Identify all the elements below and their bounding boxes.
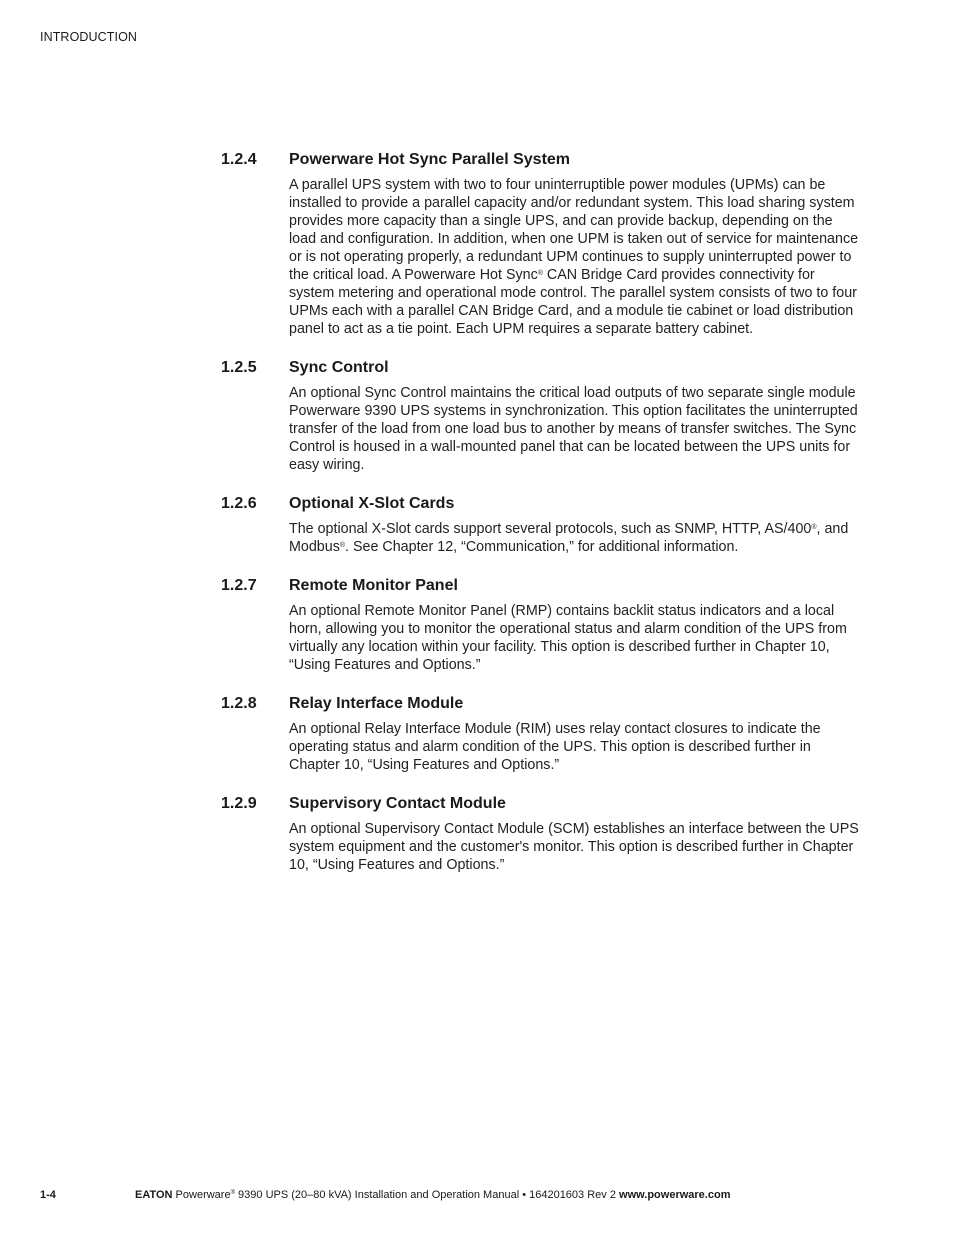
brand-name: EATON: [135, 1189, 173, 1201]
section-body: An optional Supervisory Contact Module (SCM) establishes an interface between the UPS system equipment and the customer's monitor. This option is described further in Chapter 10, “Using Features and Options.”: [289, 821, 859, 873]
registered-mark: ®: [811, 524, 817, 531]
body-text: The optional X-Slot cards support several protocols, such as SNMP, HTTP, AS/400: [289, 521, 812, 537]
section-title: Optional X-Slot Cards: [289, 495, 455, 512]
body-text: A parallel UPS system with two to four uninterruptible power modules (UPMs) can be installed to provide a parallel capacity and/or redundant system. This load sharing system provides more capacity than a single UPS, and can provide backup, depending on the load and configuration. In addition, when one UPM is taken out of service for maintenance or is not operating properly, a redundant UPM continues to supply uninterrupted power to the critical load. A Powerware Hot Sync: [289, 177, 859, 283]
section-title: Powerware Hot Sync Parallel System: [289, 151, 571, 168]
section-body: [289, 176, 859, 338]
body-text: CAN Bridge Card provides connectivity for system metering and operational mode control. The parallel system consists of two to four UPMs each with a parallel CAN Bridge Card, and a module tie cabinet or load distribution panel to act as a tie point. Each UPM requires a separate battery cabinet.: [289, 267, 857, 337]
section-number: 1.2.7: [221, 577, 257, 594]
section-hot-sync-parallel: [221, 150, 861, 338]
running-head: INTRODUCTION: [40, 30, 138, 44]
page-content: [221, 150, 861, 894]
section-heading: [221, 794, 861, 814]
section-heading: [221, 150, 861, 170]
section-body: An optional Relay Interface Module (RIM) uses relay contact closures to indicate the operating status and alarm condition of the UPS. This option is described further in Chapter 10, “Using Features and Options.”: [289, 721, 821, 773]
section-sync-control: [221, 358, 861, 474]
registered-mark: ®: [230, 1190, 235, 1196]
section-title: Remote Monitor Panel: [289, 577, 458, 594]
section-number: 1.2.6: [221, 495, 257, 512]
registered-mark: ®: [339, 542, 346, 549]
manual-title: 9390 UPS (20–80 kVA) Installation and Operation Manual • 164201603 Rev 2: [235, 1189, 620, 1201]
body-text: , and Modbus: [289, 521, 849, 555]
section-number: 1.2.4: [221, 151, 257, 168]
section-heading: [221, 694, 861, 714]
section-title: Relay Interface Module: [289, 695, 464, 712]
section-heading: [221, 358, 861, 378]
website-link[interactable]: www.powerware.com: [619, 1189, 731, 1201]
section-number: 1.2.9: [221, 795, 257, 812]
section-supervisory-contact-module: [221, 794, 861, 874]
section-relay-interface-module: [221, 694, 861, 774]
section-body: An optional Sync Control maintains the critical load outputs of two separate single module Powerware 9390 UPS systems in synchronization. This option facilitates the uninterrupted transfer of the load from one load bus to another by means of transfer switches. The Sync Control is housed in a wall-mounted panel that can be located between the UPS units for easy wiring.: [289, 385, 858, 473]
section-title: Sync Control: [289, 359, 389, 376]
section-title: Supervisory Contact Module: [289, 795, 506, 812]
section-number: 1.2.8: [221, 695, 257, 712]
registered-mark: ®: [537, 270, 543, 277]
footer-text: [135, 1189, 730, 1201]
section-x-slot-cards: [221, 494, 861, 556]
body-text: . See Chapter 12, “Communication,” for additional information.: [345, 539, 739, 555]
page-number: 1-4: [40, 1189, 56, 1201]
section-body: An optional Remote Monitor Panel (RMP) contains backlit status indicators and a local horn, allowing you to monitor the operational status and alarm condition of the UPS from virtually any location within your facility. This option is described further in Chapter 10, “Using Features and Options.”: [289, 603, 847, 673]
section-heading: [221, 576, 861, 596]
section-heading: [221, 494, 861, 514]
section-remote-monitor-panel: [221, 576, 861, 674]
section-number: 1.2.5: [221, 359, 257, 376]
section-body: [289, 520, 859, 556]
product-name: Powerware: [172, 1189, 231, 1201]
